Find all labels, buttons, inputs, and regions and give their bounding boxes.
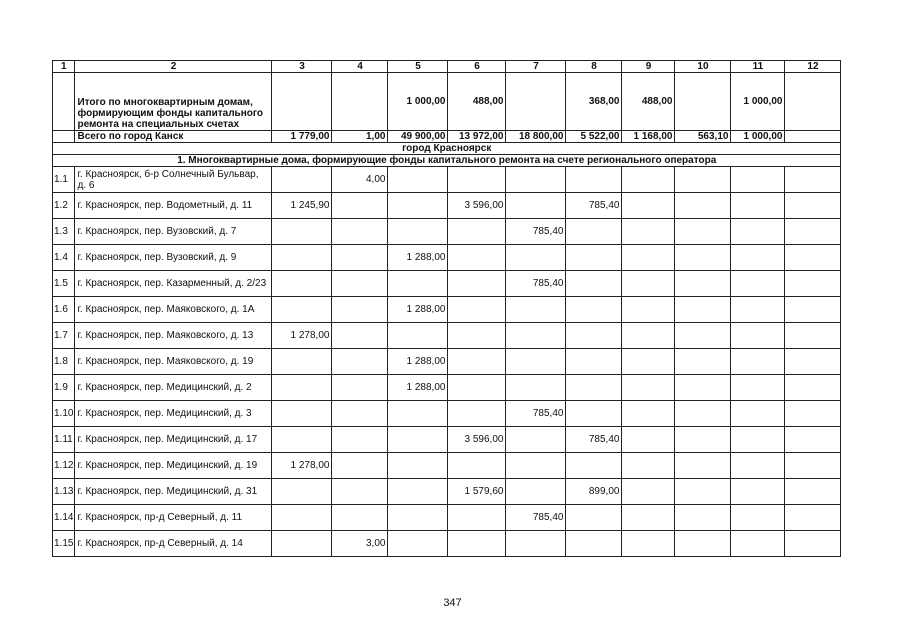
amount-cell <box>785 375 841 401</box>
city-heading-row <box>53 143 841 155</box>
table-row <box>53 479 841 505</box>
amount-cell <box>566 297 622 323</box>
amount-cell: 1 278,00 <box>272 323 332 349</box>
amount-cell <box>785 245 841 271</box>
amount-cell <box>506 297 566 323</box>
summary-cell: 1 168,00 <box>622 131 675 143</box>
amount-cell <box>731 167 785 193</box>
amount-cell <box>785 505 841 531</box>
amount-cell <box>622 193 675 219</box>
amount-cell <box>388 401 448 427</box>
summary-label: Всего по город Канск <box>75 131 272 143</box>
amount-cell <box>332 323 388 349</box>
table-row <box>53 297 841 323</box>
amount-cell <box>388 193 448 219</box>
col-header: 3 <box>272 61 332 73</box>
amount-cell <box>332 505 388 531</box>
amount-cell <box>506 245 566 271</box>
col-header: 10 <box>675 61 731 73</box>
summary-cell <box>506 73 566 131</box>
amount-cell <box>332 245 388 271</box>
amount-cell: 1 288,00 <box>388 375 448 401</box>
amount-cell <box>506 193 566 219</box>
amount-cell <box>332 479 388 505</box>
summary-cell: 1 779,00 <box>272 131 332 143</box>
amount-cell <box>622 427 675 453</box>
address-cell: г. Красноярск, пер. Вузовский, д. 9 <box>75 245 272 271</box>
amount-cell <box>272 375 332 401</box>
summary-cell: 488,00 <box>448 73 506 131</box>
col-header: 2 <box>75 61 272 73</box>
table-row <box>53 375 841 401</box>
amount-cell <box>566 271 622 297</box>
amount-cell: 785,40 <box>506 219 566 245</box>
amount-cell <box>506 349 566 375</box>
amount-cell <box>675 453 731 479</box>
col-header: 1 <box>53 61 75 73</box>
amount-cell <box>332 453 388 479</box>
summary-cell: 49 900,00 <box>388 131 448 143</box>
amount-cell <box>332 401 388 427</box>
row-index: 1.3 <box>53 219 75 245</box>
amount-cell: 1 288,00 <box>388 349 448 375</box>
amount-cell <box>622 505 675 531</box>
amount-cell <box>731 531 785 557</box>
summary-cell: 1 000,00 <box>731 73 785 131</box>
summary-label: Итого по многоквартирным домам, формирующим фонды капитального ремонта на специальных счетах <box>75 73 272 131</box>
amount-cell <box>731 297 785 323</box>
amount-cell <box>448 323 506 349</box>
amount-cell <box>566 245 622 271</box>
amount-cell <box>622 531 675 557</box>
amount-cell <box>272 271 332 297</box>
amount-cell <box>785 167 841 193</box>
summary-cell <box>675 73 731 131</box>
amount-cell <box>622 219 675 245</box>
amount-cell <box>731 193 785 219</box>
address-cell: г. Красноярск, пер. Вузовский, д. 7 <box>75 219 272 245</box>
amount-cell: 1 579,60 <box>448 479 506 505</box>
amount-cell <box>566 167 622 193</box>
amount-cell <box>622 297 675 323</box>
amount-cell <box>388 219 448 245</box>
address-cell: г. Красноярск, пер. Медицинский, д. 17 <box>75 427 272 453</box>
amount-cell <box>448 349 506 375</box>
amount-cell <box>785 219 841 245</box>
summary-cell: 1 000,00 <box>388 73 448 131</box>
table-row <box>53 505 841 531</box>
address-cell: г. Красноярск, пр-д Северный, д. 14 <box>75 531 272 557</box>
amount-cell <box>332 193 388 219</box>
row-index: 1.10 <box>53 401 75 427</box>
address-cell: г. Красноярск, б-р Солнечный Бульвар, д. 6 <box>75 167 272 193</box>
summary-cell: 563,10 <box>675 131 731 143</box>
amount-cell <box>622 349 675 375</box>
summary-cell: 368,00 <box>566 73 622 131</box>
table-row <box>53 349 841 375</box>
amount-cell <box>731 505 785 531</box>
row-index: 1.5 <box>53 271 75 297</box>
amount-cell: 1 288,00 <box>388 245 448 271</box>
col-header: 5 <box>388 61 448 73</box>
row-index: 1.1 <box>53 167 75 193</box>
row-index: 1.9 <box>53 375 75 401</box>
amount-cell <box>785 349 841 375</box>
amount-cell <box>506 167 566 193</box>
table-row <box>53 531 841 557</box>
amount-cell: 1 278,00 <box>272 453 332 479</box>
amount-cell: 785,40 <box>506 271 566 297</box>
city-heading: город Красноярск <box>53 143 841 155</box>
amount-cell <box>448 375 506 401</box>
amount-cell: 785,40 <box>506 401 566 427</box>
amount-cell <box>272 479 332 505</box>
row-index: 1.2 <box>53 193 75 219</box>
address-cell: г. Красноярск, пер. Маяковского, д. 19 <box>75 349 272 375</box>
amount-cell <box>388 271 448 297</box>
amount-cell: 1 245,90 <box>272 193 332 219</box>
amount-cell <box>675 297 731 323</box>
table-row <box>53 453 841 479</box>
amount-cell <box>388 479 448 505</box>
amount-cell <box>675 531 731 557</box>
col-header: 11 <box>731 61 785 73</box>
amount-cell <box>675 193 731 219</box>
table-row <box>53 271 841 297</box>
col-header: 4 <box>332 61 388 73</box>
amount-cell <box>448 531 506 557</box>
amount-cell <box>566 219 622 245</box>
amount-cell <box>272 349 332 375</box>
amount-cell <box>388 167 448 193</box>
amount-cell <box>731 479 785 505</box>
summary-cell: 5 522,00 <box>566 131 622 143</box>
summary-cell <box>785 131 841 143</box>
amount-cell <box>675 245 731 271</box>
address-cell: г. Красноярск, пер. Маяковского, д. 1А <box>75 297 272 323</box>
amount-cell <box>272 219 332 245</box>
amount-cell <box>785 453 841 479</box>
amount-cell: 785,40 <box>566 193 622 219</box>
amount-cell <box>272 505 332 531</box>
row-index: 1.12 <box>53 453 75 479</box>
row-index: 1.11 <box>53 427 75 453</box>
amount-cell <box>622 401 675 427</box>
amount-cell <box>388 427 448 453</box>
amount-cell <box>448 453 506 479</box>
amount-cell <box>622 167 675 193</box>
table-row <box>53 323 841 349</box>
amount-cell <box>675 479 731 505</box>
amount-cell: 4,00 <box>332 167 388 193</box>
amount-cell: 3 596,00 <box>448 193 506 219</box>
amount-cell <box>675 375 731 401</box>
amount-cell <box>785 323 841 349</box>
address-cell: г. Красноярск, пер. Медицинский, д. 2 <box>75 375 272 401</box>
address-cell: г. Красноярск, пер. Водометный, д. 11 <box>75 193 272 219</box>
amount-cell <box>566 349 622 375</box>
amount-cell <box>506 531 566 557</box>
amount-cell: 899,00 <box>566 479 622 505</box>
amount-cell <box>731 245 785 271</box>
table-row <box>53 167 841 193</box>
table-row <box>53 401 841 427</box>
amount-cell <box>675 323 731 349</box>
summary-cell: 1,00 <box>332 131 388 143</box>
amount-cell <box>388 453 448 479</box>
table-row <box>53 427 841 453</box>
amount-cell <box>332 297 388 323</box>
amount-cell <box>506 323 566 349</box>
row-index: 1.13 <box>53 479 75 505</box>
section-heading: 1. Многоквартирные дома, формирующие фонды капитального ремонта на счете регионального оператора <box>53 155 841 167</box>
col-header: 7 <box>506 61 566 73</box>
row-index: 1.8 <box>53 349 75 375</box>
amount-cell <box>506 375 566 401</box>
table-row <box>53 193 841 219</box>
row-index: 1.15 <box>53 531 75 557</box>
amount-cell <box>785 531 841 557</box>
amount-cell <box>622 375 675 401</box>
summary-cell: 488,00 <box>622 73 675 131</box>
row-index: 1.6 <box>53 297 75 323</box>
register-table <box>52 60 841 557</box>
amount-cell <box>506 479 566 505</box>
summary-cell: 1 000,00 <box>731 131 785 143</box>
amount-cell <box>566 323 622 349</box>
amount-cell <box>622 271 675 297</box>
amount-cell <box>388 323 448 349</box>
amount-cell <box>785 401 841 427</box>
amount-cell <box>622 323 675 349</box>
amount-cell <box>675 167 731 193</box>
amount-cell <box>272 401 332 427</box>
amount-cell <box>675 427 731 453</box>
amount-cell <box>675 219 731 245</box>
address-cell: г. Красноярск, пер. Медицинский, д. 19 <box>75 453 272 479</box>
amount-cell <box>566 401 622 427</box>
amount-cell <box>272 531 332 557</box>
amount-cell <box>506 453 566 479</box>
amount-cell <box>448 219 506 245</box>
address-cell: г. Красноярск, пер. Медицинский, д. 3 <box>75 401 272 427</box>
amount-cell <box>272 297 332 323</box>
col-header: 8 <box>566 61 622 73</box>
amount-cell <box>332 375 388 401</box>
amount-cell <box>332 271 388 297</box>
address-cell: г. Красноярск, пер. Маяковского, д. 13 <box>75 323 272 349</box>
row-index: 1.7 <box>53 323 75 349</box>
amount-cell <box>332 219 388 245</box>
amount-cell <box>731 323 785 349</box>
summary-special-accounts-row <box>53 73 841 131</box>
amount-cell <box>622 479 675 505</box>
amount-cell <box>675 349 731 375</box>
amount-cell <box>448 297 506 323</box>
amount-cell <box>566 505 622 531</box>
amount-cell <box>272 245 332 271</box>
amount-cell <box>332 349 388 375</box>
summary-cell <box>332 73 388 131</box>
amount-cell <box>731 401 785 427</box>
amount-cell <box>731 427 785 453</box>
amount-cell <box>731 349 785 375</box>
row-index: 1.4 <box>53 245 75 271</box>
col-header: 9 <box>622 61 675 73</box>
column-number-row <box>53 61 841 73</box>
amount-cell <box>731 219 785 245</box>
amount-cell <box>272 167 332 193</box>
amount-cell <box>448 167 506 193</box>
page-number: 347 <box>443 597 462 609</box>
address-cell: г. Красноярск, пер. Медицинский, д. 31 <box>75 479 272 505</box>
amount-cell: 3 596,00 <box>448 427 506 453</box>
amount-cell <box>566 453 622 479</box>
section-heading-row <box>53 155 841 167</box>
amount-cell <box>448 401 506 427</box>
summary-cell <box>272 73 332 131</box>
row-index: 1.14 <box>53 505 75 531</box>
col-header: 12 <box>785 61 841 73</box>
address-cell: г. Красноярск, пр-д Северный, д. 11 <box>75 505 272 531</box>
amount-cell <box>448 271 506 297</box>
table-row <box>53 245 841 271</box>
amount-cell <box>785 427 841 453</box>
amount-cell <box>332 427 388 453</box>
amount-cell <box>448 505 506 531</box>
address-cell: г. Красноярск, пер. Казарменный, д. 2/23 <box>75 271 272 297</box>
summary-total-row <box>53 131 841 143</box>
amount-cell <box>272 427 332 453</box>
amount-cell <box>785 297 841 323</box>
amount-cell <box>622 245 675 271</box>
amount-cell <box>388 505 448 531</box>
amount-cell: 785,40 <box>506 505 566 531</box>
amount-cell <box>785 271 841 297</box>
amount-cell <box>622 453 675 479</box>
amount-cell <box>675 271 731 297</box>
summary-cell <box>785 73 841 131</box>
amount-cell <box>675 401 731 427</box>
amount-cell <box>566 375 622 401</box>
amount-cell <box>731 271 785 297</box>
amount-cell <box>388 531 448 557</box>
col-header: 6 <box>448 61 506 73</box>
amount-cell <box>566 531 622 557</box>
table-row <box>53 219 841 245</box>
amount-cell <box>731 453 785 479</box>
amount-cell <box>785 479 841 505</box>
amount-cell <box>675 505 731 531</box>
amount-cell: 785,40 <box>566 427 622 453</box>
summary-cell: 13 972,00 <box>448 131 506 143</box>
amount-cell: 1 288,00 <box>388 297 448 323</box>
amount-cell <box>785 193 841 219</box>
amount-cell <box>448 245 506 271</box>
amount-cell: 3,00 <box>332 531 388 557</box>
amount-cell <box>506 427 566 453</box>
amount-cell <box>731 375 785 401</box>
summary-cell: 18 800,00 <box>506 131 566 143</box>
